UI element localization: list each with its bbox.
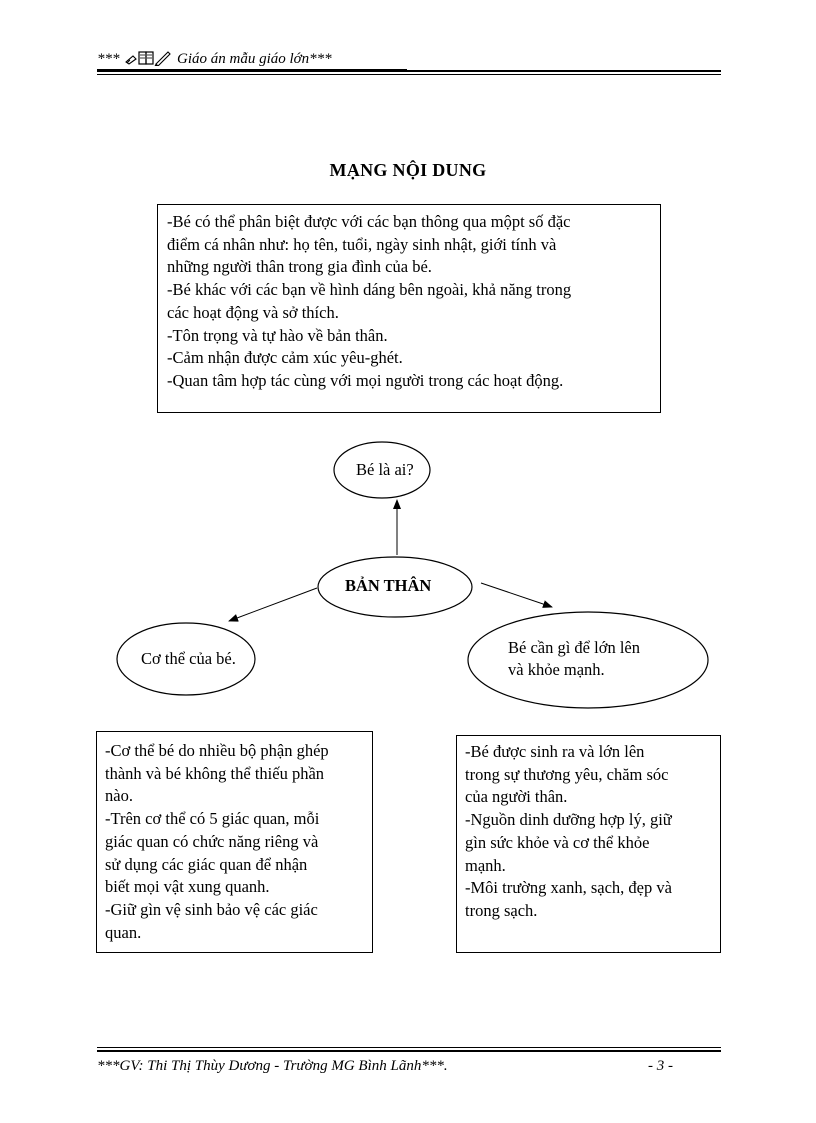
footer-author: ***GV: Thi Thị Thùy Dương - Trường MG Bình Lãnh***.: [97, 1058, 448, 1074]
top-box-line: những người thân trong gia đình của bé.: [167, 257, 432, 277]
node-right-label-line1: Bé cần gì để lớn lên: [508, 638, 640, 657]
header-title: Giáo án mẫu giáo lớn***: [177, 51, 332, 67]
top-box-line: -Tôn trọng và tự hào về bản thân.: [167, 325, 388, 345]
top-box-line: -Quan tâm hợp tác cùng với mọi người trong các hoạt động.: [167, 370, 564, 390]
left-box-line: giác quan có chức năng riêng và: [105, 831, 319, 851]
right-box-line: gìn sức khỏe và cơ thể khỏe: [465, 832, 650, 852]
node-center-label: BẢN THÂN: [345, 576, 432, 595]
right-box-line: -Môi trường xanh, sạch, đẹp và: [465, 878, 672, 898]
node-left-label: Cơ thể của bé.: [141, 649, 236, 668]
top-box-line: các hoạt động và sở thích.: [167, 302, 339, 322]
left-box-line: thành và bé không thể thiếu phần: [105, 763, 325, 783]
right-box-line: của người thân.: [465, 787, 568, 807]
right-box-line: trong sự thương yêu, chăm sóc: [465, 764, 669, 784]
node-right-label-line2: và khỏe mạnh.: [508, 660, 605, 679]
top-box-line: -Bé khác với các bạn về hình dáng bên ngoài, khả năng trong: [167, 280, 572, 300]
arrow-to-right: [481, 583, 552, 607]
right-box-line: -Bé được sinh ra và lớn lên: [465, 742, 645, 761]
arrow-to-left: [229, 588, 317, 621]
header-stars: ***: [97, 51, 120, 67]
left-box-line: sử dụng các giác quan để nhận: [105, 854, 308, 874]
left-box-line: -Trên cơ thể có 5 giác quan, mỗi: [105, 809, 320, 829]
left-box-line: nào.: [105, 786, 133, 806]
right-box-line: trong sạch.: [465, 900, 538, 920]
right-box-line: mạnh.: [465, 855, 506, 875]
left-box-line: biết mọi vật xung quanh.: [105, 877, 270, 897]
right-content-box: [456, 735, 721, 953]
left-box-line: quan.: [105, 922, 142, 942]
left-box-line: -Giữ gìn vệ sinh bảo vệ các giác: [105, 899, 318, 919]
page-footer: [97, 1057, 673, 1075]
page-number: - 3 -: [648, 1058, 673, 1074]
right-box-line: -Nguồn dinh dưỡng hợp lý, giữ: [465, 810, 672, 830]
page-title: MẠNG NỘI DUNG: [329, 160, 487, 180]
top-box-line: -Cảm nhận được cảm xúc yêu-ghét.: [167, 348, 403, 368]
footer-rule-thin: [97, 1047, 721, 1048]
left-box-line: -Cơ thể bé do nhiều bộ phận ghép: [105, 741, 329, 760]
top-box-line: điểm cá nhân như: họ tên, tuổi, ngày sinh nhật, giới tính và: [167, 234, 557, 254]
top-box-line: -Bé có thể phân biệt được với các bạn thông qua mộpt số đặc: [167, 212, 571, 231]
node-top-label: Bé là ai?: [356, 460, 414, 479]
left-content-box: [96, 731, 373, 953]
footer-rule-thick: [97, 1050, 721, 1052]
